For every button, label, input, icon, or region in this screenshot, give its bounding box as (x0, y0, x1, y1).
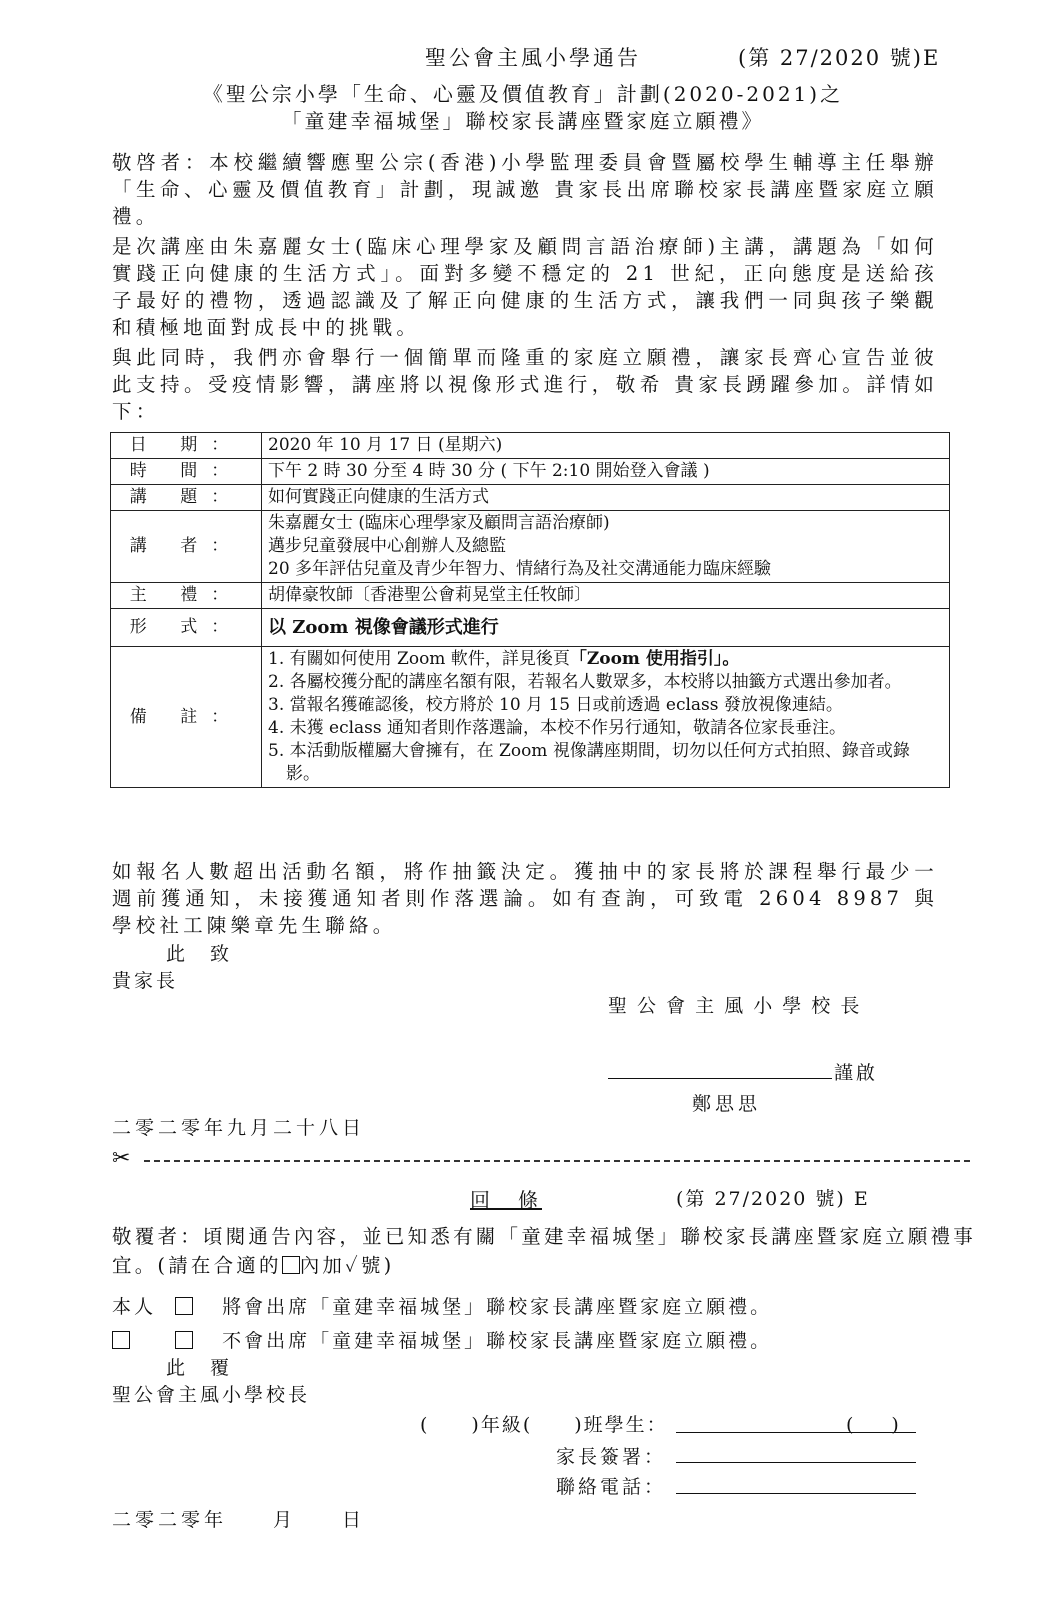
table-row (111, 433, 950, 459)
contact-label: 聯絡電話： (556, 1476, 667, 1498)
parent-signature-label: 家長簽署： (556, 1446, 667, 1468)
scissors-icon: ✂ (112, 1146, 131, 1171)
subtitle-line2: 「童建幸福城堡」聯校家長講座暨家庭立願禮》 (281, 109, 765, 133)
recipient: 貴家長 (112, 970, 179, 992)
note-1 (268, 648, 943, 671)
cut-line (112, 1146, 970, 1171)
notes-value (262, 647, 950, 788)
notice-ref: (第 27/2020 號)E (738, 46, 941, 70)
respectfully: 謹啟 (834, 1062, 879, 1084)
zoom-guide-link: 「Zoom 使用指引」。 (569, 649, 740, 669)
option-not-attend (112, 1326, 772, 1353)
note-2: 2. 各屬校獲分配的講座名額有限，若報名人數眾多，本校將以抽籤方式選出參加者。 (268, 672, 902, 692)
checkbox-sample-icon (282, 1256, 300, 1274)
option-attend (112, 1292, 772, 1319)
paragraph-3: 與此同時，我們亦會舉行一個簡單而隆重的家庭立願禮，讓家長齊心宣告並彼此支持。受疫情影響，講座將以視像形式進行，敬希 貴家長踴躍參加。詳情如下： (112, 346, 938, 423)
speaker-name: 朱嘉麗女士 (臨床心理學家及顧問言語治療師) (268, 513, 610, 533)
note-1-text: 1. 有關如何使用 Zoom 軟件，詳見後頁 (268, 649, 570, 669)
topic-label: 講 題： (111, 485, 262, 511)
self-checkbox[interactable] (112, 1331, 130, 1349)
host-label: 主 禮： (111, 583, 262, 609)
note-4: 4. 未獲 eclass 通知者則作落選論，本校不作另行通知，敬請各位家長垂注。 (268, 718, 847, 738)
speaker-role: 邁步兒童發展中心創辦人及總監 (268, 536, 506, 556)
reply-intro: 敬覆者：頃閱通告內容，並已知悉有關「童建幸福城堡」聯校家長講座暨家庭立願禮事宜。(請在合適的 內加✓號) (112, 1225, 976, 1277)
reply-word: 此 覆 (166, 1357, 233, 1379)
class-student-label: ( )年級( )班學生： (420, 1414, 668, 1436)
table-row (111, 609, 950, 647)
notes-label: 備 註： (111, 647, 262, 788)
event-details-table (110, 432, 950, 788)
note-5: 5. 本活動版權屬大會擁有，在 Zoom 視像講座期間，切勿以任何方式拍照、錄音或錄影。 (268, 741, 910, 784)
table-row (111, 583, 950, 609)
table-row (111, 485, 950, 511)
reply-ref: (第 27/2020 號) E (676, 1188, 870, 1210)
option-attend-text: 將會出席「童建幸福城堡」聯校家長講座暨家庭立願禮。 (222, 1296, 773, 1318)
subtitle-line1: 《聖公宗小學「生命、心靈及價值教育」計劃(2020-2021)之 (202, 82, 844, 106)
option-not-attend-text: 不會出席「童建幸福城堡」聯校家長講座暨家庭立願禮。 (222, 1330, 773, 1352)
date-value: 2020 年 10 月 17 日 (星期六) (262, 433, 950, 459)
table-row (111, 459, 950, 485)
not-attend-checkbox[interactable] (175, 1331, 193, 1349)
paragraph-2: 是次講座由朱嘉麗女士(臨床心理學家及顧問言語治療師)主講，講題為「如何實踐正向健康的生活方式」。面對多變不穩定的 21 世紀，正向態度是送給孩子最好的禮物，透過認識及了解正向健康的生活方式，讓我們一同與孩子樂觀和積極地面對成長中的挑戰。 (112, 235, 938, 339)
notice-date: 二零二零年九月二十八日 (112, 1117, 366, 1139)
contact-phone-field[interactable] (676, 1493, 916, 1494)
parent-signature-field[interactable] (676, 1462, 916, 1463)
student-number-paren: ( ) (846, 1414, 899, 1436)
school-principal: 聖 公 會 主 風 小 學 校 長 (608, 995, 862, 1017)
signature-line (608, 1078, 832, 1079)
reply-title: 回 條 (470, 1188, 542, 1212)
time-label: 時 間： (111, 459, 262, 485)
reply-addressee: 聖公會主風小學校長 (112, 1384, 311, 1406)
dashed-divider (144, 1160, 970, 1162)
paragraph-1: 敬啓者：本校繼續響應聖公宗(香港)小學監理委員會暨屬校學生輔導主任舉辦「生命、心靈及價值教育」計劃，現誠邀 貴家長出席聯校家長講座暨家庭立願禮。 (112, 151, 938, 228)
option-self-label: 本人 (112, 1296, 157, 1318)
time-value: 下午 2 時 30 分至 4 時 30 分 ( 下午 2:10 開始登入會議 ) (262, 459, 950, 485)
paragraph-4: 如報名人數超出活動名額，將作抽籤決定。獲抽中的家長將於課程舉行最少一週前獲通知，未接獲通知者則作落選論。如有查詢，可致電 2604 8987 與學校社工陳樂章先生聯絡。 (112, 860, 938, 937)
notice-title: 聖公會主風小學通告 (425, 46, 641, 70)
attend-checkbox[interactable] (175, 1297, 193, 1315)
table-row (111, 511, 950, 583)
speaker-label: 講 者： (111, 511, 262, 583)
format-label: 形 式： (111, 609, 262, 647)
closing-to: 此 致 (166, 943, 233, 965)
speaker-value (262, 511, 950, 583)
speaker-experience: 20 多年評估兒童及青少年智力、情緒行為及社交溝通能力臨床經驗 (268, 559, 772, 579)
reply-date: 二零二零年 月 日 (112, 1509, 366, 1531)
format-value: 以 Zoom 視像會議形式進行 (262, 609, 950, 647)
note-3: 3. 當報名獲確認後，校方將於 10 月 15 日或前透過 eclass 發放視像連結。 (268, 695, 843, 715)
principal-name: 鄭思思 (692, 1093, 762, 1115)
table-row (111, 647, 950, 788)
host-value: 胡偉豪牧師〔香港聖公會莉晃堂主任牧師〕 (262, 583, 950, 609)
topic-value: 如何實踐正向健康的生活方式 (262, 485, 950, 511)
date-label: 日 期： (111, 433, 262, 459)
